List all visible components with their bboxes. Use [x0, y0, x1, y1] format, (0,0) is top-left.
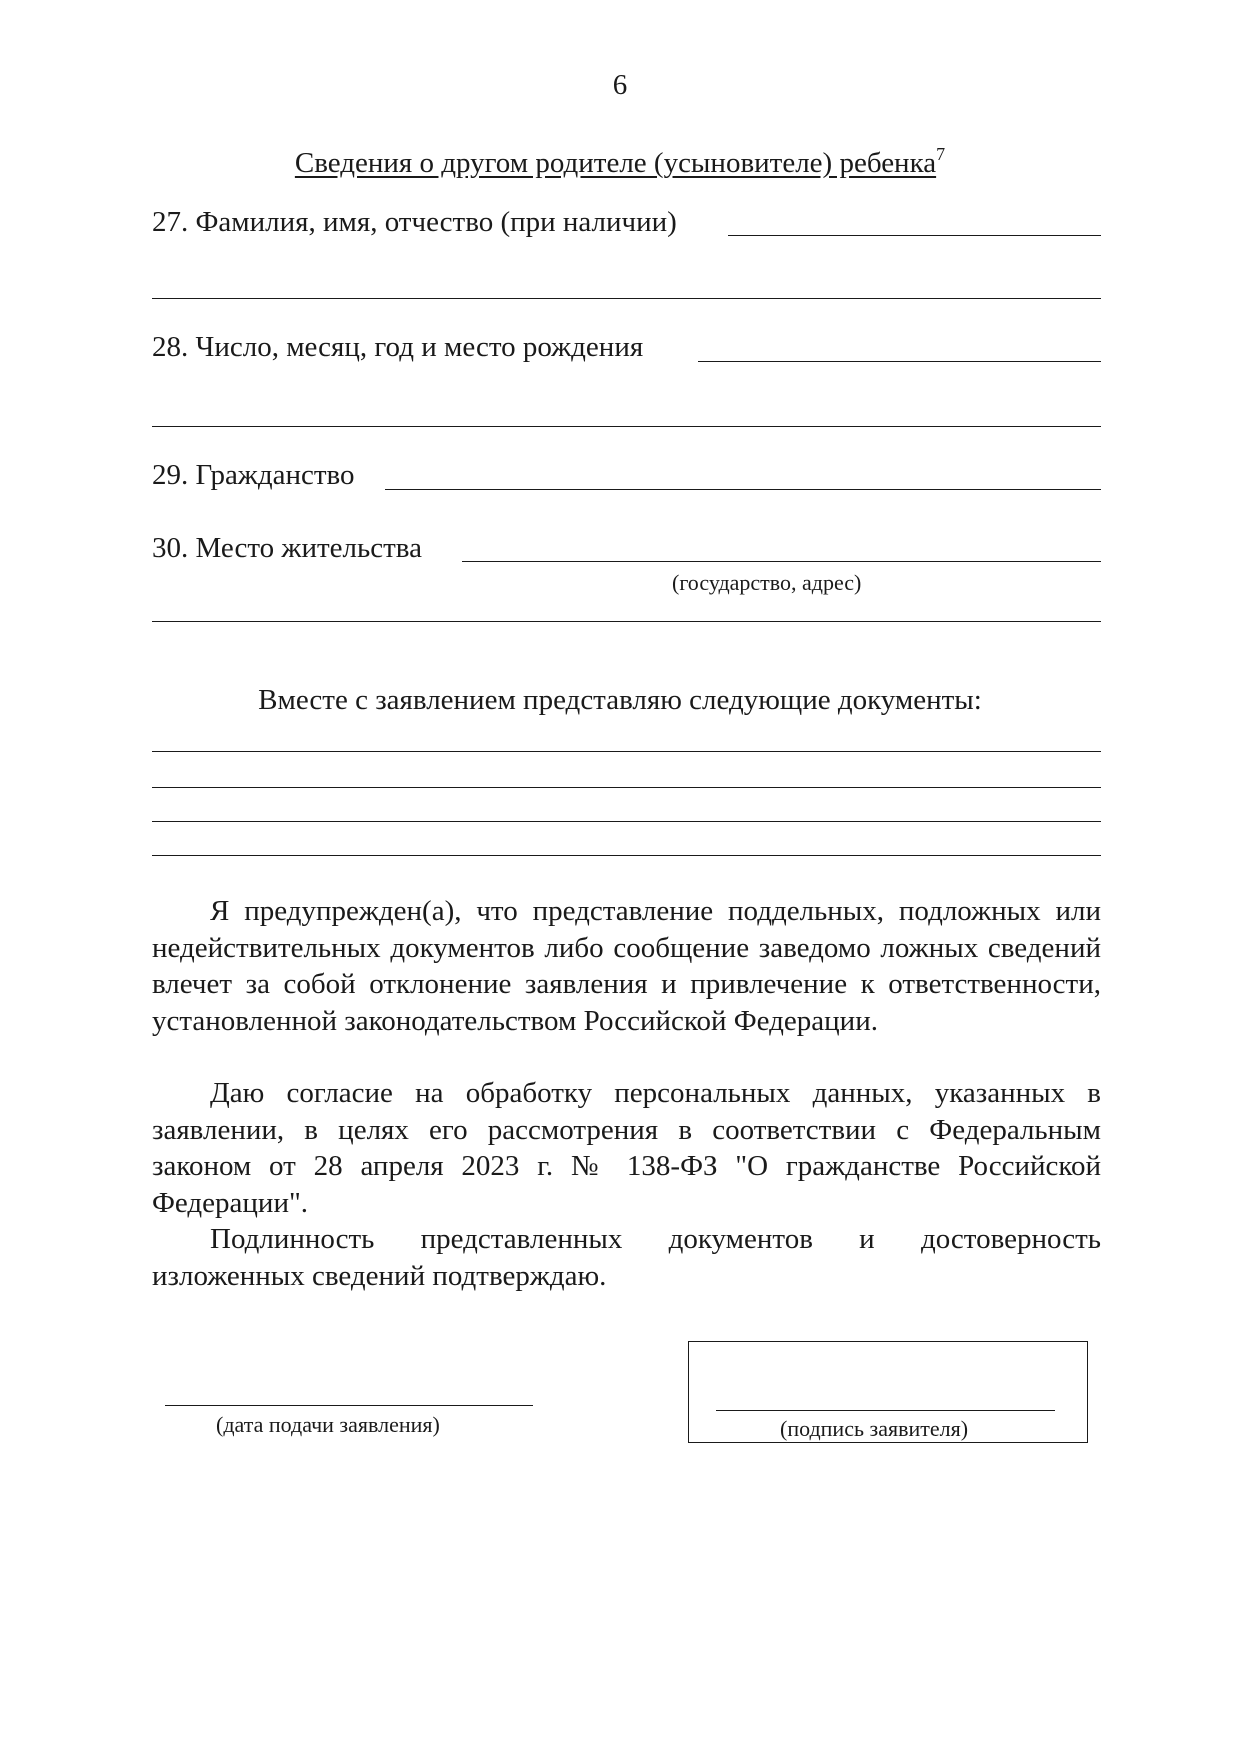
field-27-input-line-2[interactable]	[152, 298, 1101, 299]
signature-input-line[interactable]	[716, 1410, 1055, 1411]
field-27-input-line[interactable]	[728, 235, 1101, 236]
field-28-input-line-2[interactable]	[152, 426, 1101, 427]
field-29-label: 29. Гражданство	[152, 459, 355, 491]
documents-line-1[interactable]	[152, 751, 1101, 752]
section-title	[0, 146, 1240, 180]
footnote-marker: 7	[936, 144, 946, 164]
documents-line-3[interactable]	[152, 821, 1101, 822]
warning-paragraph: Я предупрежден(а), что представление поддельных, подложных или недействительных документов либо сообщение заведомо ложных сведений влечет за собой отклонение заявления и привлечение к ответственности, установленной законодательством Российской Федерации.	[152, 895, 1101, 1037]
field-30-label: 30. Место жительства	[152, 532, 422, 564]
field-28-label: 28. Число, месяц, год и место рождения	[152, 331, 644, 363]
field-30-input-line-2[interactable]	[152, 621, 1101, 622]
consent-paragraph: Даю согласие на обработку персональных данных, указанных в заявлении, в целях его рассмотрения в соответствии с Федеральным законом от 28 апреля 2023 г. № 138-ФЗ "О гражданстве Российской Федерации".	[152, 1077, 1101, 1219]
documents-title: Вместе с заявлением представляю следующие документы:	[258, 684, 982, 716]
date-caption: (дата подачи заявления)	[216, 1412, 440, 1437]
documents-line-2[interactable]	[152, 787, 1101, 788]
documents-line-4[interactable]	[152, 855, 1101, 856]
signature-caption: (подпись заявителя)	[780, 1416, 969, 1441]
date-input-line[interactable]	[165, 1405, 533, 1406]
field-27-label: 27. Фамилия, имя, отчество (при наличии)	[152, 206, 677, 238]
page-number: 6	[612, 69, 628, 101]
field-28-input-line[interactable]	[698, 361, 1101, 362]
section-title-text: Сведения о другом родителе (усыновителе) ребенка	[294, 147, 937, 179]
field-30-input-line[interactable]	[462, 561, 1101, 562]
authenticity-paragraph: Подлинность представленных документов и достоверность изложенных сведений подтверждаю.	[152, 1223, 1101, 1292]
field-29-input-line[interactable]	[385, 489, 1101, 490]
field-30-hint: (государство, адрес)	[672, 570, 862, 595]
